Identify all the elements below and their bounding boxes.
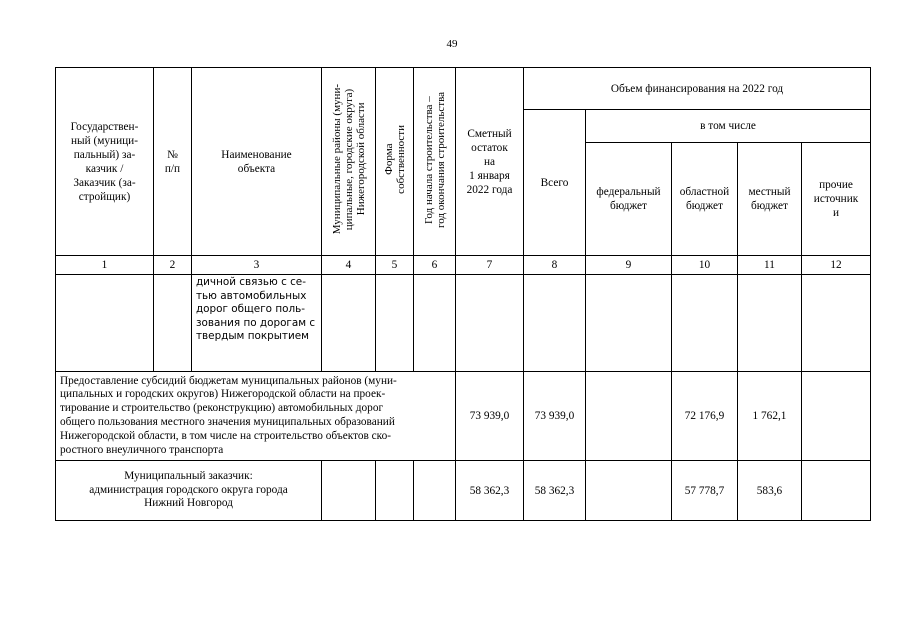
header-districts: Муниципальные районы (муни- ципальные, городские округа) Нижегородской области — [330, 84, 367, 235]
column-number: 9 — [586, 256, 672, 275]
municipal-federal — [586, 461, 672, 521]
header-regional: областной бюджет — [672, 143, 738, 256]
header-ownership-cell — [376, 68, 414, 256]
cell-empty — [322, 461, 376, 521]
subsidy-federal — [586, 372, 672, 461]
header-local: местный бюджет — [738, 143, 802, 256]
financing-table — [55, 67, 871, 521]
cell-empty — [672, 275, 738, 372]
column-number: 2 — [154, 256, 192, 275]
municipal-regional: 57 778,7 — [672, 461, 738, 521]
header-financing-title: Объем финансирования на 2022 год — [524, 68, 871, 110]
subsidy-estimate: 73 939,0 — [456, 372, 524, 461]
cell-empty — [376, 461, 414, 521]
municipal-total: 58 362,3 — [524, 461, 586, 521]
subsidy-local: 1 762,1 — [738, 372, 802, 461]
header-years-cell — [414, 68, 456, 256]
cell-empty — [322, 275, 376, 372]
column-number: 11 — [738, 256, 802, 275]
header-including: в том числе — [586, 110, 871, 143]
cell-empty — [738, 275, 802, 372]
cell-empty — [414, 275, 456, 372]
table-row-subsidy — [56, 372, 871, 461]
header-years: Год начала строительства – год окончания строительства — [422, 91, 447, 228]
subsidy-other — [802, 372, 871, 461]
header-total: Всего — [524, 110, 586, 256]
subsidy-regional: 72 176,9 — [672, 372, 738, 461]
municipal-customer: Муниципальный заказчик: администрация городского округа города Нижний Новгород — [56, 461, 322, 521]
municipal-local: 583,6 — [738, 461, 802, 521]
table-row-continuation — [56, 275, 871, 372]
column-number: 12 — [802, 256, 871, 275]
header-other: прочие источник и — [802, 143, 871, 256]
cell-empty — [524, 275, 586, 372]
cell-empty — [586, 275, 672, 372]
header-estimate: Сметный остаток на 1 января 2022 года — [456, 68, 524, 256]
column-number: 6 — [414, 256, 456, 275]
cell-empty — [154, 275, 192, 372]
subsidy-description: Предоставление субсидий бюджетам муниципальных районов (муни- ципальных и городских округов) Нижегородской области на проек- тирование и строительство (реконструкцию) автомобильных дорог общего пользования местного значения муниципальных образований Нижегородской области, в том числе на строительство объектов ско- ростного внеуличного транспорта — [56, 372, 456, 461]
column-number: 3 — [192, 256, 322, 275]
continuation-object-name: дичной связью с се- тью автомобильных дорог общего поль- зования по дорогам с твердым покрытием — [192, 275, 322, 372]
header-customer: Государствен- ный (муници- пальный) за- казчик / Заказчик (за- стройщик) — [56, 68, 154, 256]
header-districts-cell — [322, 68, 376, 256]
subsidy-total: 73 939,0 — [524, 372, 586, 461]
column-number: 5 — [376, 256, 414, 275]
page-number: 49 — [446, 38, 458, 50]
table-row-municipal — [56, 461, 871, 521]
column-number: 4 — [322, 256, 376, 275]
cell-empty — [456, 275, 524, 372]
cell-empty — [802, 275, 871, 372]
header-federal: федеральный бюджет — [586, 143, 672, 256]
municipal-estimate: 58 362,3 — [456, 461, 524, 521]
column-number: 7 — [456, 256, 524, 275]
cell-empty — [414, 461, 456, 521]
header-object-name: Наименование объекта — [192, 68, 322, 256]
cell-empty — [376, 275, 414, 372]
header-ownership: Форма собственности — [382, 125, 407, 194]
municipal-other — [802, 461, 871, 521]
column-number: 1 — [56, 256, 154, 275]
cell-empty — [56, 275, 154, 372]
column-number: 8 — [524, 256, 586, 275]
header-number: № п/п — [154, 68, 192, 256]
column-number-row — [56, 256, 871, 275]
column-number: 10 — [672, 256, 738, 275]
